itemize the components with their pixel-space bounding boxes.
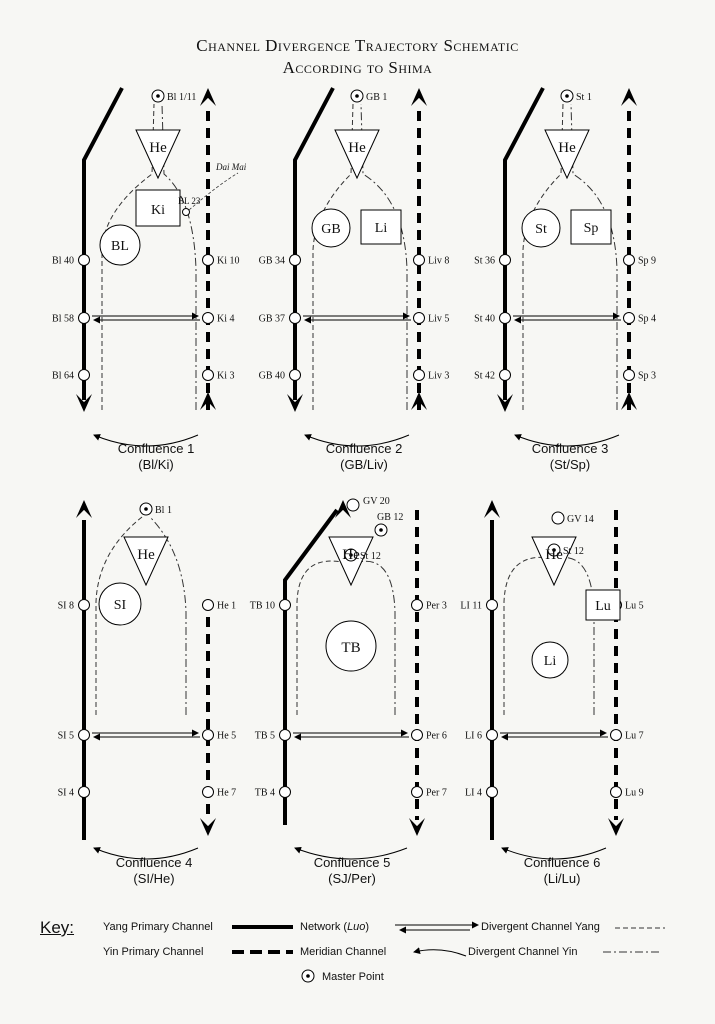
gb12-label: GB 12 [377, 512, 404, 523]
gv20-point [347, 499, 359, 511]
organ-box-label: Ki [151, 203, 165, 218]
yin-point-label: Sp 9 [638, 255, 657, 267]
yin-point-label: Lu 7 [625, 730, 644, 742]
gv20-label: GV 20 [363, 496, 390, 507]
confluence-caption [64, 855, 244, 887]
confluence-caption [274, 441, 454, 473]
yin-point [412, 600, 423, 611]
organ-box-label: Sp [583, 221, 599, 236]
confluence-pair: (Li/Lu) [543, 871, 581, 886]
yin-point-label: Ki 4 [217, 313, 235, 325]
confluence-pair: (SJ/Per) [328, 871, 376, 886]
yin-point [624, 313, 635, 324]
confluence-title: Confluence 6 [523, 855, 601, 870]
organ-circle-label: BL [111, 239, 129, 254]
confluence-title: Confluence 3 [531, 441, 609, 456]
yang-point [500, 255, 511, 266]
confluence-title: Confluence 2 [325, 441, 403, 456]
yang-point [280, 600, 291, 611]
yang-point-label: TB 4 [254, 787, 275, 799]
yang-point-label: GB 40 [258, 370, 285, 382]
yin-arrow-head [608, 818, 624, 836]
yang-point [79, 370, 90, 381]
yin-arrow-head-up [411, 88, 427, 106]
heart-label: He [342, 547, 360, 563]
yang-point [79, 787, 90, 798]
heart-label: He [348, 140, 366, 156]
yang-point-label: GB 34 [258, 255, 285, 267]
key-network-prefix: Network ( [300, 921, 348, 933]
gb12-center [379, 528, 383, 532]
heart-label: He [137, 547, 155, 563]
yin-point [414, 370, 425, 381]
yin-point [203, 730, 214, 741]
yin-point [203, 255, 214, 266]
yang-point [290, 255, 301, 266]
yang-point-label: Bl 58 [52, 313, 74, 325]
master-point-label: GB 1 [366, 92, 388, 103]
yang-point-label: SI 4 [57, 787, 74, 799]
yang-point-label: TB 10 [249, 600, 275, 612]
yang-point [500, 313, 511, 324]
yang-point [290, 313, 301, 324]
yin-point [414, 255, 425, 266]
key-network-label [300, 921, 369, 933]
yang-primary-channel [285, 510, 337, 825]
yin-arrow-head [200, 818, 216, 836]
yang-point [290, 370, 301, 381]
master-point-center [144, 507, 148, 511]
yang-point [280, 730, 291, 741]
confluence-caption [262, 855, 442, 887]
key-meridian-sample [414, 950, 466, 956]
yang-point-label: LI 4 [465, 787, 482, 799]
yang-point-label: Bl 64 [52, 370, 74, 382]
yang-point [79, 600, 90, 611]
diagram-subtitle: According to Shima [282, 58, 433, 77]
key-divergent-yang-label: Divergent Channel Yang [481, 921, 600, 933]
yin-point-label: Sp 3 [638, 370, 657, 382]
yang-point-label: LI 6 [465, 730, 482, 742]
confluence-pair: (St/Sp) [549, 457, 591, 472]
master-point-label: Bl 1/11 [167, 92, 197, 103]
yang-point [79, 730, 90, 741]
yang-point [487, 787, 498, 798]
organ-box-label: Lu [595, 599, 611, 614]
master-point-label: Bl 1 [155, 505, 172, 516]
yin-point [611, 730, 622, 741]
yin-arrow-head [409, 818, 425, 836]
yin-point-label: Ki 10 [217, 255, 240, 267]
yin-point-label: Sp 4 [638, 313, 657, 325]
organ-circle-label: GB [321, 222, 341, 237]
confluence-title: Confluence 4 [115, 855, 193, 870]
yang-point-label: SI 5 [57, 730, 74, 742]
master-point-center [156, 94, 160, 98]
yang-point-label: TB 5 [254, 730, 275, 742]
yin-point [414, 313, 425, 324]
yin-point-label: Liv 8 [428, 255, 450, 267]
yang-point-label: SI 8 [57, 600, 74, 612]
yin-point [624, 255, 635, 266]
yin-point [203, 600, 214, 611]
yin-arrow-head-up [621, 88, 637, 106]
bl23-point [183, 209, 190, 216]
yang-point-label: St 36 [474, 255, 495, 267]
yang-point [500, 370, 511, 381]
master-point-label: St 1 [576, 92, 592, 103]
key-samples [232, 925, 665, 982]
yin-point-label: Lu 9 [625, 787, 644, 799]
gv14-point [552, 512, 564, 524]
yang-point-label: St 42 [474, 370, 495, 382]
key-yang-primary-label: Yang Primary Channel [103, 921, 213, 933]
yin-point [203, 313, 214, 324]
key-network-suffix: ) [365, 921, 370, 933]
dai-mai-label: Dai Mai [216, 162, 247, 172]
yin-point-label: Ki 3 [217, 370, 235, 382]
organ-circle-label: St [535, 222, 547, 237]
yang-point-label: St 40 [474, 313, 495, 325]
yin-point [412, 730, 423, 741]
key-divergent-yin-label: Divergent Channel Yin [468, 946, 578, 958]
yin-point-label: Per 7 [426, 787, 447, 799]
organ-circle-label: SI [113, 598, 127, 613]
yin-point [412, 787, 423, 798]
heart-label: He [149, 140, 167, 156]
divergent-yang-line [504, 557, 550, 715]
confluence-caption [66, 441, 246, 473]
confluence-caption [472, 855, 652, 887]
yang-arrow-head [484, 500, 500, 518]
yin-point [203, 787, 214, 798]
organ-circle-label: TB [341, 640, 361, 656]
yin-point-label: He 5 [217, 730, 237, 742]
yin-point [624, 370, 635, 381]
key-heading: Key: [40, 918, 75, 937]
yin-point-label: Lu 5 [625, 600, 644, 612]
gv14-label: GV 14 [567, 514, 594, 525]
yin-point-label: He 1 [217, 600, 237, 612]
master-point-center [565, 94, 569, 98]
confluence-pair: (Bl/Ki) [138, 457, 174, 472]
key-master-point-center [306, 974, 310, 978]
bl23-label: BL 23 [178, 196, 201, 206]
confluence-caption [480, 441, 660, 473]
yang-arrow-head [76, 500, 92, 518]
yang-point-label: LI 11 [460, 600, 482, 612]
yin-point-label: Per 6 [426, 730, 447, 742]
organ-circle-label: Li [543, 654, 557, 669]
yang-point [487, 730, 498, 741]
yin-arrow-head-up [200, 88, 216, 106]
yin-point-label: Liv 5 [428, 313, 450, 325]
key-network-luo: Luo [347, 921, 366, 933]
key-master-point-label: Master Point [322, 971, 384, 983]
organ-box-label: Li [374, 221, 388, 236]
yang-point [280, 787, 291, 798]
key-yin-primary-label: Yin Primary Channel [103, 946, 204, 958]
yang-point-label: Bl 40 [52, 255, 74, 267]
yin-point-label: He 7 [217, 787, 237, 799]
confluence-title: Confluence 1 [117, 441, 195, 456]
master-point-center [355, 94, 359, 98]
heart-label: He [545, 547, 563, 563]
diagram-title: Channel Divergence Trajectory Schematic [196, 36, 519, 55]
yin-point-label: Per 3 [426, 600, 447, 612]
yang-point [79, 255, 90, 266]
confluence-title: Confluence 5 [313, 855, 391, 870]
confluence-pair: (GB/Liv) [340, 457, 388, 472]
divergent-yin-line [558, 557, 594, 715]
yang-point [79, 313, 90, 324]
yang-point [487, 600, 498, 611]
master-point-label: St 12 [360, 551, 381, 562]
confluence-pair: (SI/He) [133, 871, 175, 886]
yin-point [611, 787, 622, 798]
yin-point [203, 370, 214, 381]
key-meridian-label: Meridian Channel [300, 946, 387, 958]
yin-point-label: Liv 3 [428, 370, 450, 382]
master-point-label: St 12 [563, 546, 584, 557]
yang-point-label: GB 37 [258, 313, 285, 325]
heart-label: He [558, 140, 576, 156]
